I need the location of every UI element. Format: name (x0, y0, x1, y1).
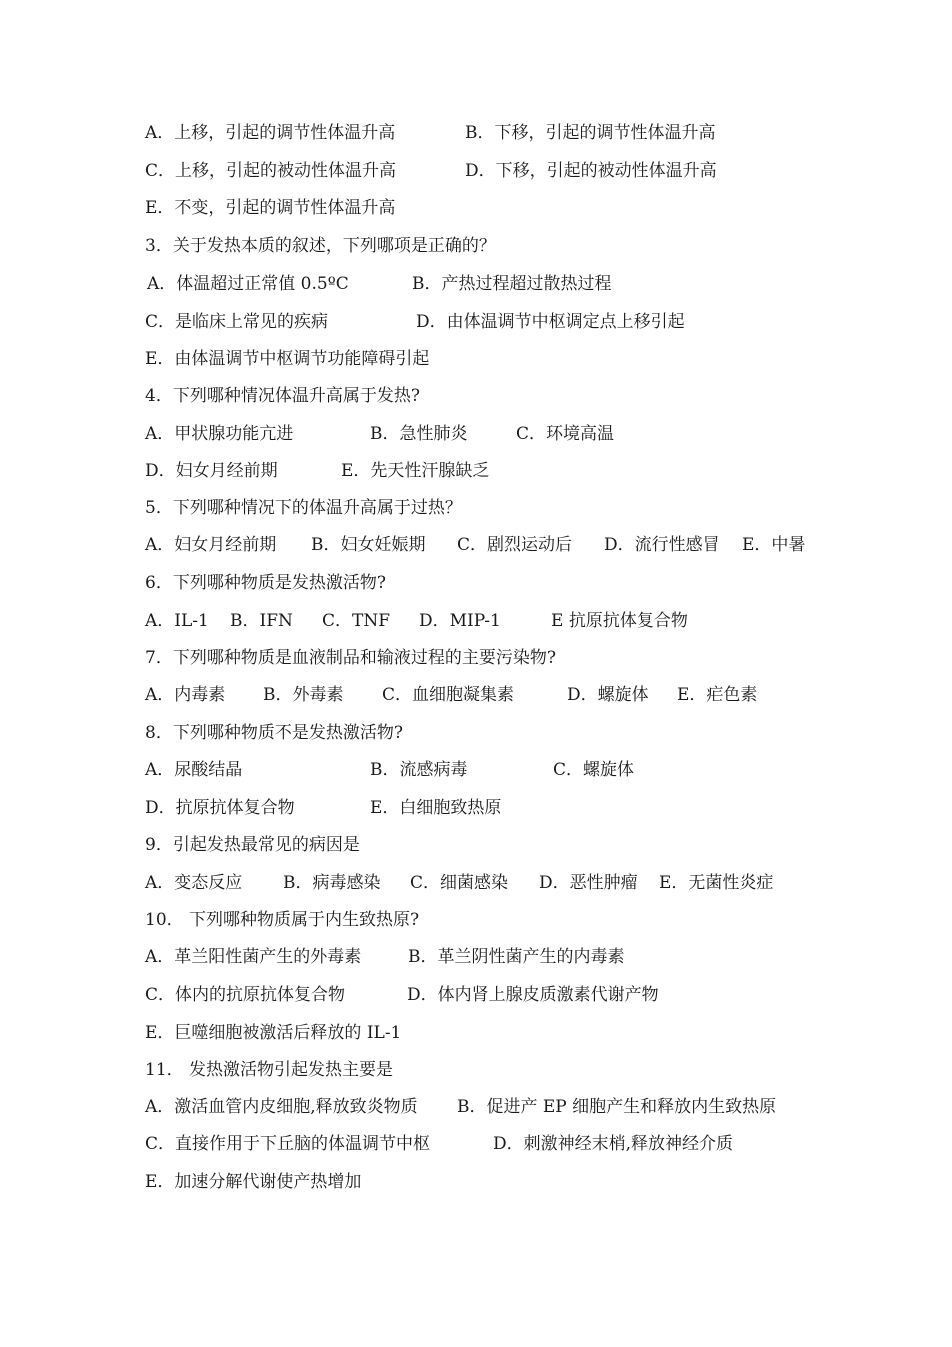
option-a: A．革兰阳性菌产生的外毒素 (145, 947, 362, 967)
question-7: 7．下列哪种物质是血液制品和输液过程的主要污染物? (145, 648, 556, 668)
option-c: C．TNF (322, 611, 391, 631)
option-c: C．上移，引起的被动性体温升高 (145, 161, 397, 181)
option-line (145, 120, 716, 146)
option-c: C．血细胞凝集素 (382, 685, 515, 705)
question-line (145, 383, 420, 409)
option-d: D．MIP-1 (419, 611, 501, 631)
question-4: 4．下列哪种情况体温升高属于发热? (145, 386, 420, 406)
question-11: 11． 发热激活物引起发热主要是 (145, 1060, 394, 1080)
option-line (145, 195, 396, 221)
option-line (145, 346, 430, 372)
option-line (145, 1131, 734, 1157)
option-c: C．剧烈运动后 (457, 535, 573, 555)
option-e: E．白细胞致热原 (370, 798, 502, 818)
option-line (145, 1169, 362, 1195)
option-a: A．IL-1 (145, 611, 209, 631)
option-b: B．外毒素 (263, 685, 344, 705)
option-d: D．刺激神经末梢,释放神经介质 (493, 1134, 734, 1154)
option-b: B．流感病毒 (370, 760, 468, 780)
question-line (145, 1057, 394, 1083)
option-e: E．中暑 (742, 535, 806, 555)
option-e: E．由体温调节中枢调节功能障碍引起 (145, 349, 430, 369)
option-c: C．螺旋体 (553, 760, 635, 780)
question-line (145, 233, 496, 259)
option-d: D．由体温调节中枢调定点上移引起 (416, 312, 685, 332)
option-c: C．体内的抗原抗体复合物 (145, 985, 346, 1005)
option-e: E．先天性汗腺缺乏 (341, 461, 490, 481)
option-b: B．革兰阴性菌产生的内毒素 (408, 947, 625, 967)
option-b: B．产热过程超过散热过程 (412, 274, 612, 294)
option-b: B．妇女妊娠期 (311, 535, 426, 555)
option-line (145, 870, 774, 896)
option-e: E．无菌性炎症 (659, 873, 774, 893)
option-line (145, 682, 758, 708)
option-line (145, 458, 490, 484)
option-c: C．细菌感染 (410, 873, 509, 893)
option-e: E．巨噬细胞被激活后释放的 IL-1 (145, 1023, 402, 1043)
option-line (145, 1020, 402, 1046)
question-line (145, 495, 462, 521)
option-a: A．甲状腺功能亢进 (145, 424, 294, 444)
option-a: A．激活血管内皮细胞,释放致炎物质 (145, 1097, 418, 1117)
option-e: E．疟色素 (677, 685, 758, 705)
option-line (145, 1094, 777, 1120)
option-d: D．螺旋体 (567, 685, 649, 705)
option-line (145, 532, 806, 558)
option-a: A．内毒素 (145, 685, 226, 705)
option-d: D．恶性肿瘤 (539, 873, 638, 893)
option-line (145, 608, 688, 634)
option-line (145, 757, 635, 783)
question-3: 3．关于发热本质的叙述，下列哪项是正确的？ (145, 236, 496, 256)
option-e: E．不变，引起的调节性体温升高 (145, 198, 396, 218)
question-line (145, 570, 386, 596)
option-b: B．促进产 EP 细胞产生和释放内生致热原 (457, 1097, 777, 1117)
option-c: C．环境高温 (516, 424, 615, 444)
option-c: C．是临床上常见的疾病 (145, 312, 329, 332)
question-line (145, 907, 420, 933)
question-line (145, 645, 556, 671)
option-line (145, 982, 659, 1008)
option-e: E 抗原抗体复合物 (551, 611, 688, 631)
question-6: 6．下列哪种物质是发热激活物? (145, 573, 386, 593)
option-b: B．病毒感染 (283, 873, 381, 893)
option-b: B．急性肺炎 (370, 424, 468, 444)
option-line (145, 795, 502, 821)
question-8: 8．下列哪种物质不是发热激活物? (145, 723, 403, 743)
option-b: B．下移，引起的调节性体温升高 (465, 123, 716, 143)
option-a: A．变态反应 (145, 873, 243, 893)
option-c: C．直接作用于下丘脑的体温调节中枢 (145, 1134, 431, 1154)
option-line (145, 421, 615, 447)
option-a: A．上移，引起的调节性体温升高 (145, 123, 396, 143)
option-line (145, 309, 685, 335)
question-line (145, 720, 403, 746)
option-a: A．尿酸结晶 (145, 760, 243, 780)
question-5: 5．下列哪种情况下的体温升高属于过热？ (145, 498, 462, 518)
option-a: A．体温超过正常值 0.5ºC (147, 274, 349, 294)
option-d: D．流行性感冒 (604, 535, 720, 555)
option-a: A．妇女月经前期 (145, 535, 277, 555)
option-e: E．加速分解代谢使产热增加 (145, 1172, 362, 1192)
question-9: 9．引起发热最常见的病因是 (145, 835, 360, 855)
option-d: D．妇女月经前期 (145, 461, 278, 481)
option-line (145, 944, 625, 970)
option-d: D．抗原抗体复合物 (145, 798, 295, 818)
option-b: B．IFN (230, 611, 293, 631)
option-d: D．体内肾上腺皮质激素代谢产物 (407, 985, 659, 1005)
question-line (145, 832, 360, 858)
question-10: 10． 下列哪种物质属于内生致热原? (145, 910, 420, 930)
option-d: D．下移，引起的被动性体温升高 (465, 161, 717, 181)
option-line (145, 158, 717, 184)
option-line (145, 271, 612, 297)
